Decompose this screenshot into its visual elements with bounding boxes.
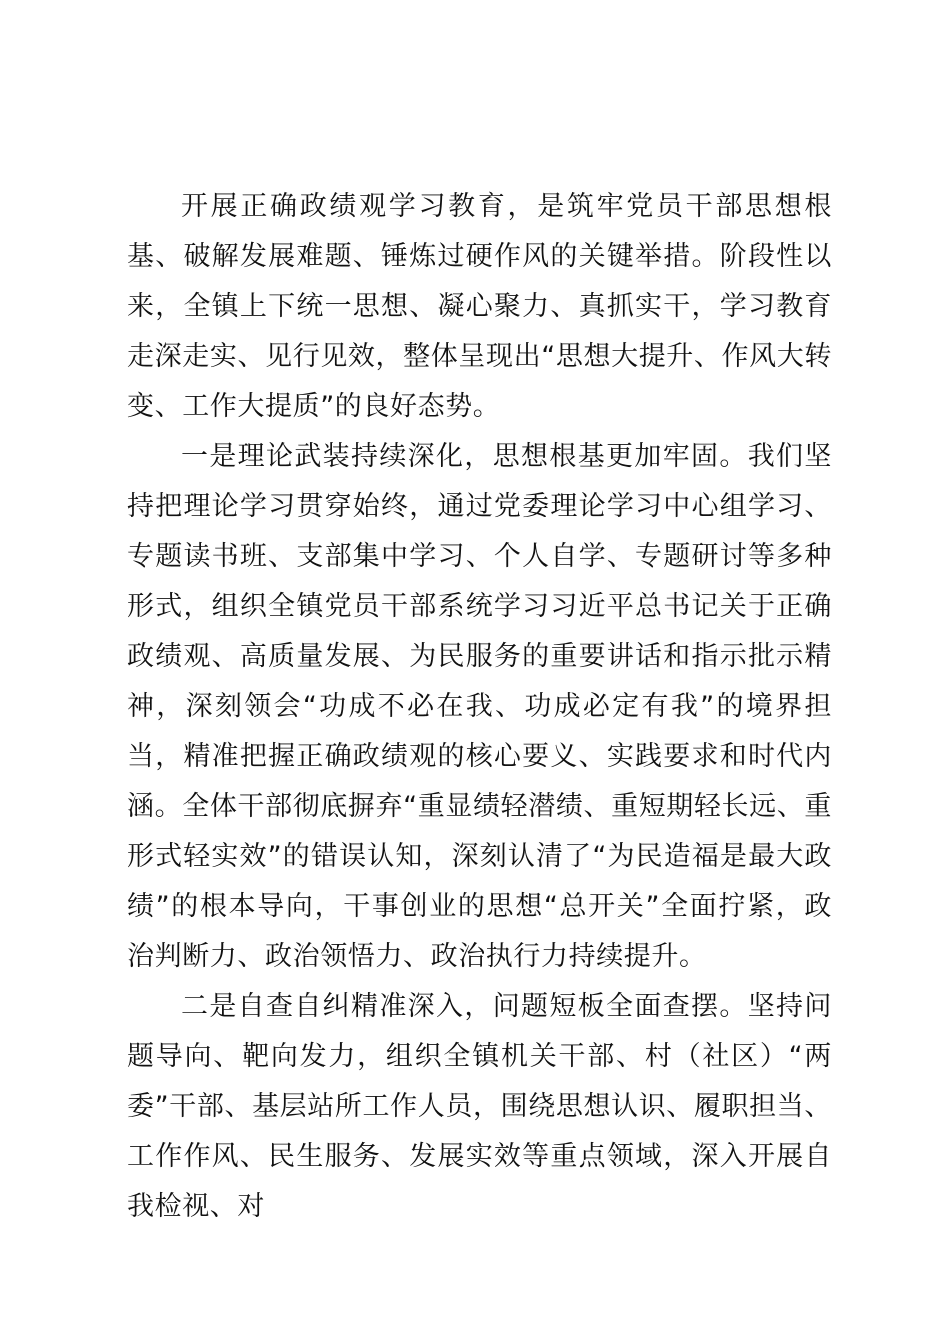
paragraph-intro: 开展正确政绩观学习教育，是筑牢党员干部思想根基、破解发展难题、锤炼过硬作风的关键举措。阶段性以来，全镇上下统一思想、凝心聚力、真抓实干，学习教育走深走实、见行见效，整体呈现出“思想大提升、作风大转变、工作大提质”的良好态势。 [127,191,832,422]
paragraph-self-inspection: 二是自查自纠精准深入，问题短板全面查摆。坚持问题导向、靶向发力，组织全镇机关干部、村（社区）“两委”干部、基层站所工作人员，围绕思想认识、履职担当、工作作风、民生服务、发展实效等重点领域，深入开展自我检视、对 [127,991,832,1222]
document-body [127,182,832,1232]
paragraph-theory-study: 一是理论武装持续深化，思想根基更加牢固。我们坚持把理论学习贯穿始终，通过党委理论学习中心组学习、专题读书班、支部集中学习、个人自学、专题研讨等多种形式，组织全镇党员干部系统学习习近平总书记关于正确政绩观、高质量发展、为民服务的重要讲话和指示批示精神，深刻领会“功成不必在我、功成必定有我”的境界担当，精准把握正确政绩观的核心要义、实践要求和时代内涵。全体干部彻底摒弃“重显绩轻潜绩、重短期轻长远、重形式轻实效”的错误认知，深刻认清了“为民造福是最大政绩”的根本导向，干事创业的思想“总开关”全面拧紧，政治判断力、政治领悟力、政治执行力持续提升。 [127,441,832,972]
